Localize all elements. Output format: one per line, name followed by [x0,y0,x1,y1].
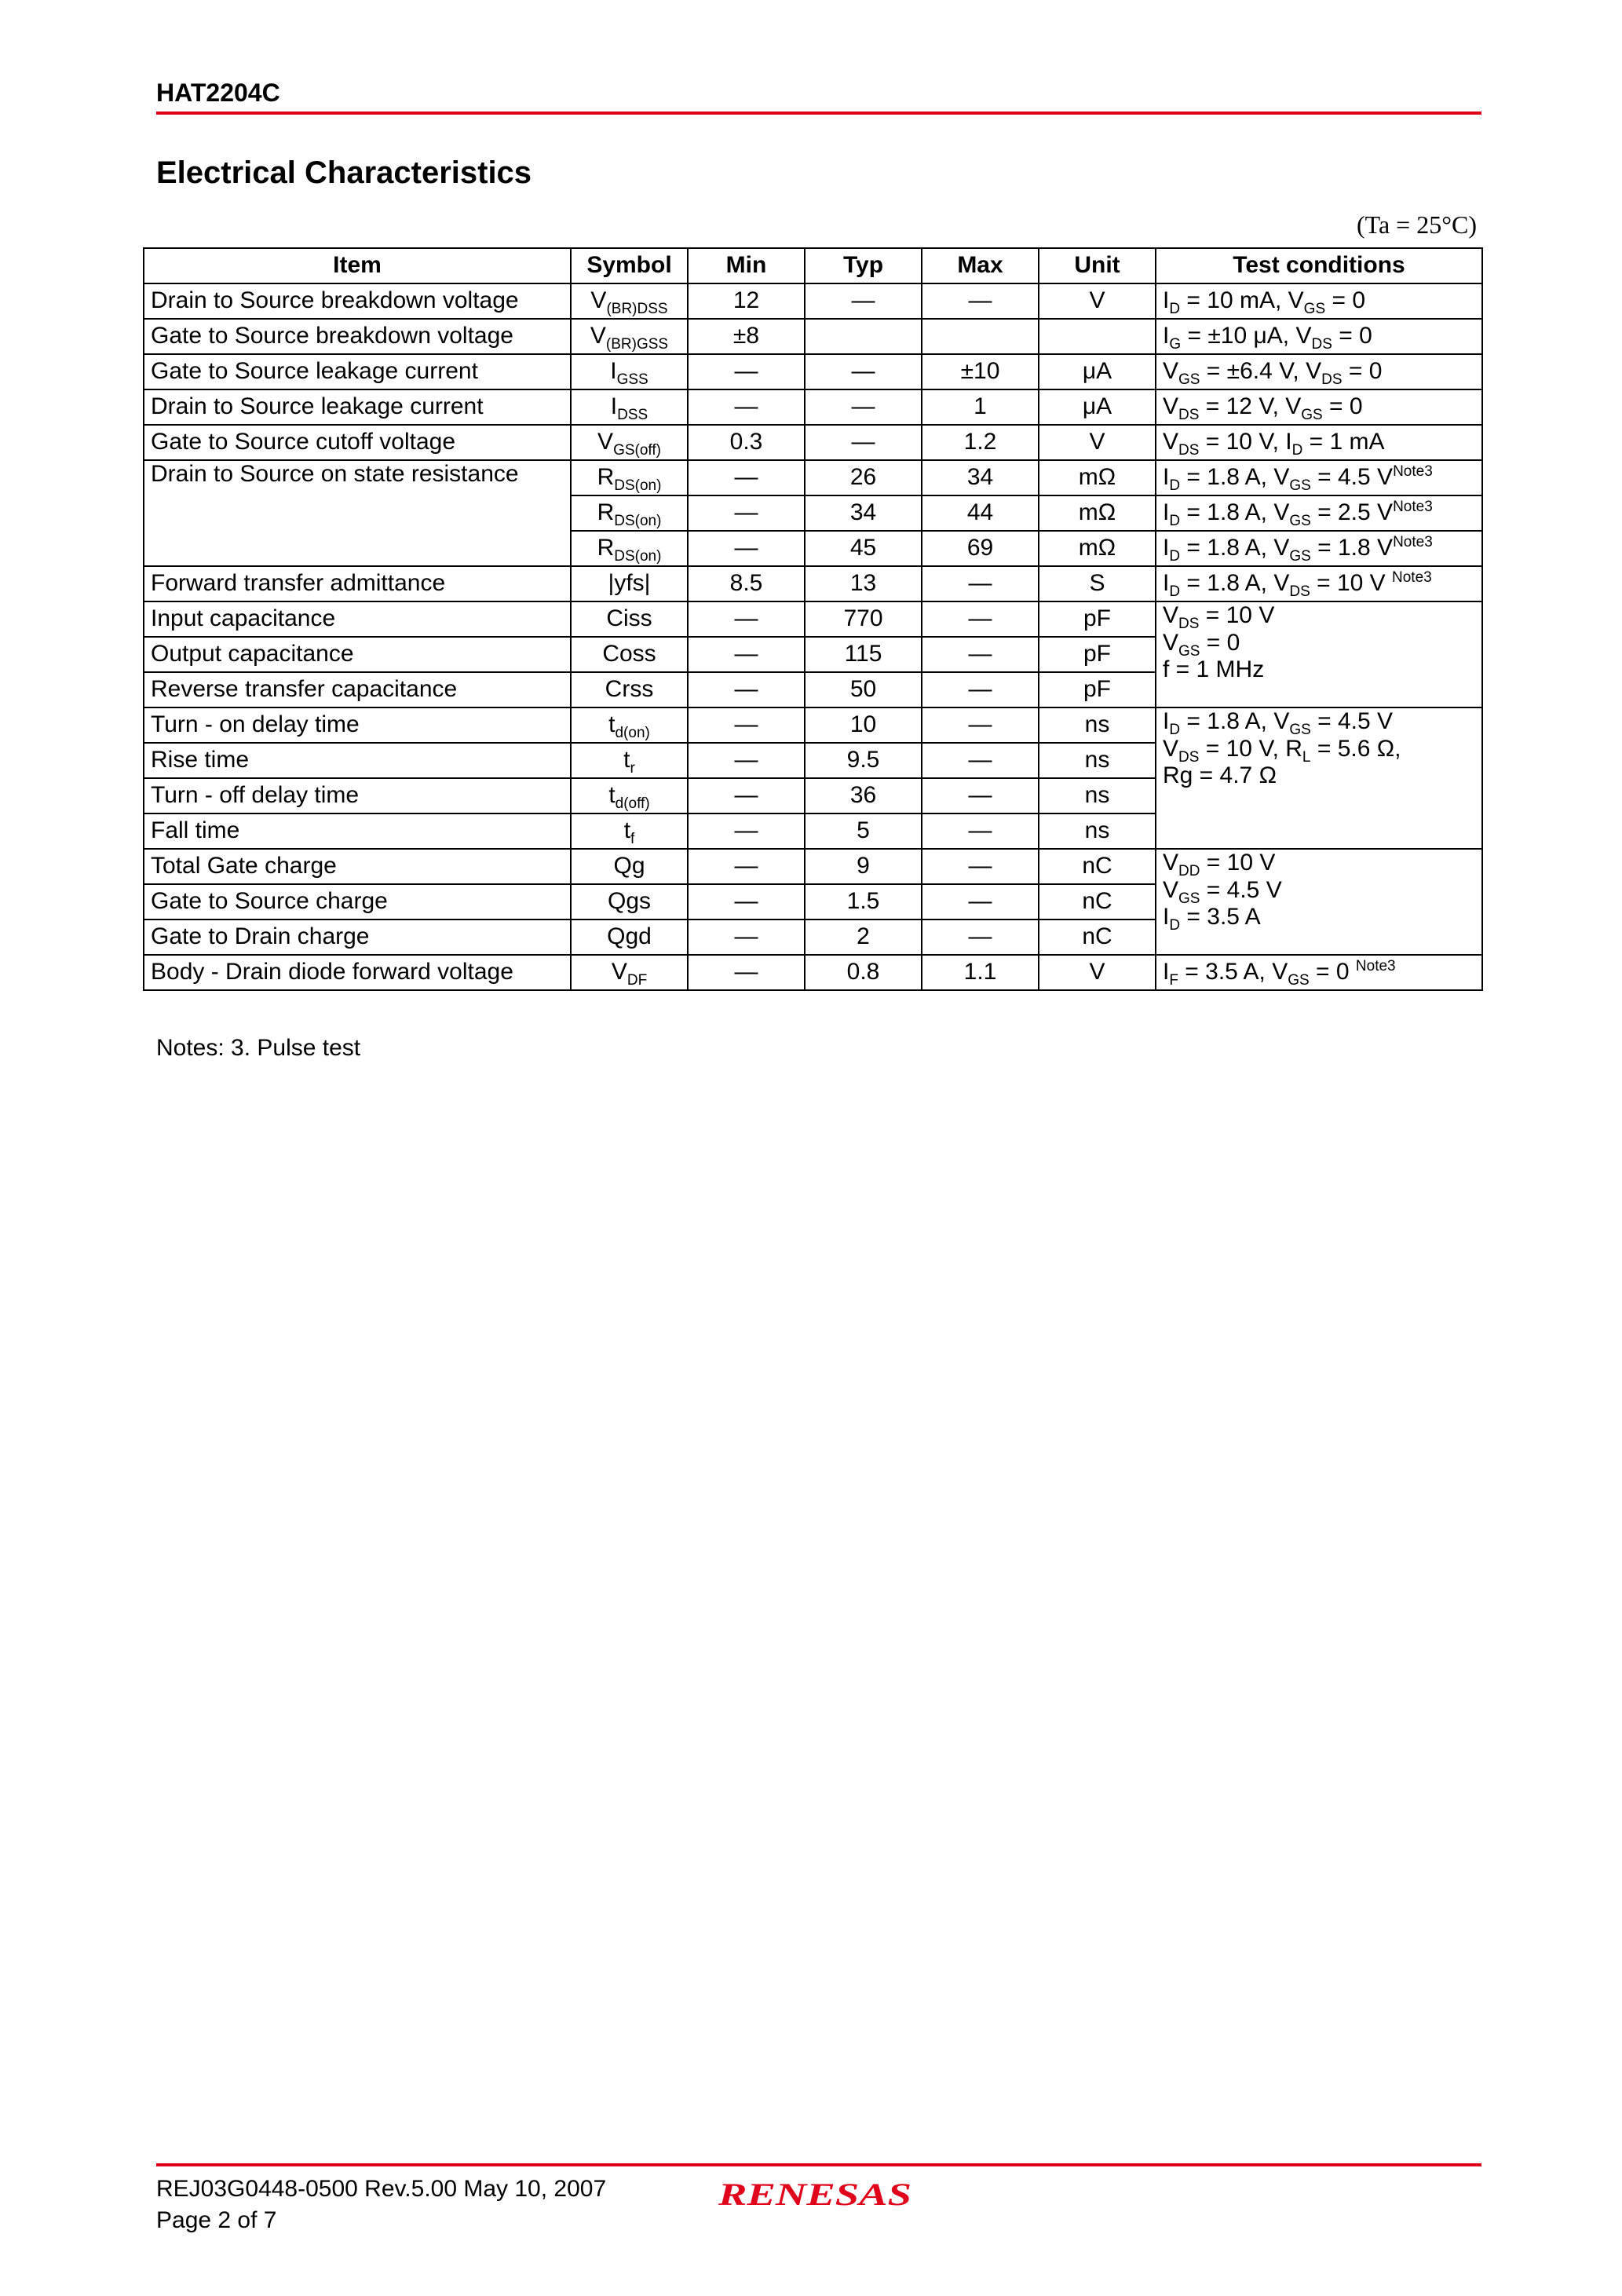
cell-typ: — [805,283,922,319]
cond-symbol: V [1295,323,1312,349]
symbol-main: t [623,747,630,773]
cell-typ: 13 [805,566,922,601]
document-part-number: HAT2204C [156,79,280,107]
cell-test-conditions [1156,283,1482,319]
footer-rule [156,2163,1481,2166]
cond-value: = 1.8 A, [1180,499,1274,526]
cond-subscript: DS [1289,583,1310,601]
cond-subscript: D [1169,513,1181,530]
cell-min: — [688,389,805,425]
symbol-subscript: DS(on) [614,513,662,530]
note-marker: Note3 [1393,534,1433,551]
cell-item: Output capacitance [144,637,571,672]
cell-max: ±10 [922,354,1039,389]
cell-item: Forward transfer admittance [144,566,571,601]
cond-subscript: GS [1289,477,1311,495]
symbol-subscript: DF [627,972,648,989]
cond-value: = ±6.4 V, [1200,358,1306,385]
cell-typ: 45 [805,531,922,566]
cell-unit: pF [1039,601,1156,637]
cond-symbol: V [1288,287,1304,314]
cond-subscript: L [1302,748,1311,766]
cond-symbol: I [1285,429,1292,455]
cell-item: Gate to Source cutoff voltage [144,425,571,460]
cell-max: 1 [922,389,1039,425]
cell-item: Gate to Source charge [144,884,571,919]
table-row [144,849,1482,884]
cell-symbol [571,672,688,707]
cond-value: = 4.5 V [1200,876,1282,903]
cond-symbol: V [1273,708,1290,734]
symbol-subscript: f [630,831,635,848]
cell-max: 1.2 [922,425,1039,460]
cell-item: Rise time [144,743,571,778]
cond-subscript: D [1169,301,1181,318]
footer [156,2174,606,2236]
cond-value: = 1.8 A, [1180,535,1274,561]
cond-subscript: GS [1301,407,1323,424]
cell-min: — [688,849,805,884]
cell-item: Drain to Source on state resistance [144,460,571,566]
cell-unit: pF [1039,637,1156,672]
cond-symbol: V [1272,959,1288,985]
cell-test-conditions [1156,425,1482,460]
cond-symbol: V [1306,358,1322,385]
cond-value: = 0 [1325,287,1365,314]
cond-symbol: V [1285,393,1302,420]
table-row [144,460,1482,495]
cell-min: — [688,955,805,990]
symbol-main: Ciss [606,605,652,632]
cell-symbol [571,495,688,531]
cell-min: ±8 [688,319,805,354]
cond-subscript: D [1169,722,1181,738]
cell-test-conditions [1156,955,1482,990]
cond-symbol: I [1163,535,1170,561]
col-header-item: Item [144,248,571,283]
cell-test-conditions-switching [1156,707,1482,849]
cell-typ: 9.5 [805,743,922,778]
cond-value: = 0 [1332,323,1372,349]
ambient-condition: (Ta = 25°C) [1356,210,1477,239]
cell-symbol [571,884,688,919]
cell-unit: ns [1039,778,1156,813]
cond-value: = 4.5 V [1310,708,1394,734]
cell-typ: 770 [805,601,922,637]
header-rule [156,112,1481,115]
symbol-main: V [590,323,606,349]
cell-min: — [688,495,805,531]
cond-value: = 0 [1322,393,1363,420]
cell-symbol [571,425,688,460]
cell-max: — [922,566,1039,601]
cell-max: — [922,884,1039,919]
cell-item: Gate to Source breakdown voltage [144,319,571,354]
cell-typ: 2 [805,919,922,955]
symbol-subscript: (BR)GSS [605,336,669,353]
condition-line [1163,877,1475,905]
symbol-subscript: GSS [616,371,648,389]
cell-item: Turn - on delay time [144,707,571,743]
footer-doc-number: REJ03G0448-0500 Rev.5.00 May 10, 2007 [156,2176,607,2202]
col-header-unit: Unit [1039,248,1156,283]
cell-typ: 36 [805,778,922,813]
symbol-main: t [608,711,616,738]
cell-max: — [922,637,1039,672]
cell-typ [805,319,922,354]
cell-symbol [571,637,688,672]
cond-value: = 12 V, [1199,393,1286,420]
cell-min: — [688,531,805,566]
cond-value: = 10 V, [1199,735,1286,762]
cond-symbol: V [1163,629,1179,656]
condition-line: Rg = 4.7 Ω [1163,762,1277,788]
cond-symbol: V [1163,429,1179,455]
cond-subscript: GS [1289,722,1311,738]
cell-unit: nC [1039,849,1156,884]
cell-unit: mΩ [1039,460,1156,495]
symbol-main: |yfs| [608,570,651,597]
symbol-main: R [597,464,615,491]
cell-symbol [571,919,688,955]
cell-item: Drain to Source breakdown voltage [144,283,571,319]
symbol-main: I [610,358,617,385]
cond-value: = ±10 μA, [1181,323,1296,349]
cell-unit: μA [1039,389,1156,425]
cond-value: = 10 V [1310,570,1393,597]
symbol-main: V [590,287,607,314]
cond-symbol: V [1163,602,1179,628]
cond-value: = 1.8 A, [1180,708,1274,734]
symbol-subscript: DS(on) [614,548,662,565]
cell-max: — [922,778,1039,813]
table-row [144,319,1482,354]
cell-unit: mΩ [1039,495,1156,531]
symbol-subscript: DS(on) [614,477,662,495]
note-marker: Note3 [1393,463,1433,481]
table-header-row [144,248,1482,283]
cell-max: — [922,707,1039,743]
condition-line [1163,708,1475,736]
col-header-typ: Typ [805,248,922,283]
cell-typ: 34 [805,495,922,531]
cell-test-conditions [1156,319,1482,354]
col-header-min: Min [688,248,805,283]
cond-subscript: DS [1321,371,1343,389]
cell-max: — [922,672,1039,707]
cond-value: = 4.5 V [1310,464,1394,491]
cell-min: 0.3 [688,425,805,460]
cell-symbol [571,601,688,637]
cell-unit: mΩ [1039,531,1156,566]
cond-subscript: D [1169,548,1181,565]
cell-min: — [688,778,805,813]
note-marker: Note3 [1355,958,1396,975]
cell-test-conditions [1156,566,1482,601]
cond-symbol: V [1163,876,1179,903]
cell-symbol [571,460,688,495]
cell-symbol [571,955,688,990]
section-title: Electrical Characteristics [156,155,532,190]
cell-test-conditions-gate-charge [1156,849,1482,955]
cell-max: — [922,743,1039,778]
cond-subscript: GS [1303,301,1326,318]
cond-value: = 10 V [1199,602,1275,628]
cell-min: — [688,354,805,389]
col-header-test-conditions: Test conditions [1156,248,1482,283]
table-row [144,354,1482,389]
cond-symbol: I [1163,499,1170,526]
symbol-subscript: d(off) [615,795,650,813]
cell-unit: V [1039,425,1156,460]
renesas-logo [717,2175,913,2210]
cell-min: — [688,884,805,919]
cell-max: — [922,813,1039,849]
cell-max: 34 [922,460,1039,495]
cell-item: Body - Drain diode forward voltage [144,955,571,990]
cell-test-conditions [1156,389,1482,425]
symbol-main: Qgs [607,888,652,915]
cell-item: Total Gate charge [144,849,571,884]
cell-min: 8.5 [688,566,805,601]
cell-symbol [571,849,688,884]
cond-subscript: D [1291,442,1303,459]
cond-value: = 0 [1200,629,1240,656]
renesas-logo-text: RENESAS [717,2177,911,2210]
cell-test-conditions-capacitance [1156,601,1482,707]
symbol-main: t [608,782,616,809]
cell-unit: S [1039,566,1156,601]
table-row [144,283,1482,319]
cell-unit: V [1039,955,1156,990]
symbol-main: Qgd [607,923,652,950]
cond-symbol: V [1273,570,1290,597]
cell-symbol [571,778,688,813]
cell-min: — [688,707,805,743]
cell-max: — [922,919,1039,955]
cell-min: — [688,743,805,778]
cell-min: — [688,601,805,637]
cell-item: Gate to Drain charge [144,919,571,955]
cond-value: = 1.8 A, [1180,570,1274,597]
cell-max: — [922,283,1039,319]
cell-unit: pF [1039,672,1156,707]
cond-symbol: I [1163,708,1170,734]
symbol-main: R [597,535,615,561]
footer-page-number: Page 2 of 7 [156,2207,277,2233]
cond-symbol: R [1285,735,1302,762]
cell-symbol [571,566,688,601]
condition-line [1163,850,1475,877]
cond-symbol: I [1163,323,1170,349]
cond-subscript: G [1169,336,1182,353]
condition-line [1163,904,1475,934]
symbol-main: V [611,959,627,985]
table-row [144,601,1482,637]
cell-min: — [688,672,805,707]
condition-line [1163,735,1475,766]
cell-typ: 9 [805,849,922,884]
cond-subscript: GS [1288,972,1310,989]
cell-test-conditions [1156,354,1482,389]
cell-symbol [571,531,688,566]
cond-value: = 3.5 A, [1178,959,1273,985]
cell-symbol [571,743,688,778]
cond-subscript: GS [1289,513,1311,530]
cond-value: = 2.5 V [1310,499,1394,526]
cond-subscript: DS [1311,336,1332,353]
cell-item: Fall time [144,813,571,849]
cond-symbol: V [1163,358,1179,385]
symbol-main: t [623,817,631,844]
condition-line: f = 1 MHz [1163,656,1265,682]
table-row [144,389,1482,425]
electrical-characteristics-table [143,247,1483,991]
symbol-subscript: DSS [617,407,648,424]
cell-typ: — [805,425,922,460]
cond-symbol: I [1163,904,1170,930]
symbol-main: I [610,393,618,420]
cond-subscript: GS [1178,371,1200,389]
cell-item: Input capacitance [144,601,571,637]
cond-symbol: V [1273,535,1290,561]
cell-min: — [688,813,805,849]
cell-typ: 115 [805,637,922,672]
cell-typ: 1.5 [805,884,922,919]
cond-value: = 10 V [1200,850,1276,876]
cell-unit [1039,319,1156,354]
cell-item: Gate to Source leakage current [144,354,571,389]
cell-min: — [688,460,805,495]
cond-subscript: GS [1289,548,1311,565]
cell-typ: 5 [805,813,922,849]
cell-unit: V [1039,283,1156,319]
cell-max: — [922,601,1039,637]
notes: Notes: 3. Pulse test [156,1035,361,1061]
cell-unit: ns [1039,743,1156,778]
symbol-subscript: GS(off) [613,442,661,459]
cell-typ: — [805,354,922,389]
cell-symbol [571,389,688,425]
cond-value: = 10 mA, [1180,287,1288,314]
cond-symbol: V [1163,393,1179,420]
cell-typ: 10 [805,707,922,743]
symbol-subscript: (BR)DSS [606,301,668,318]
note-marker: Note3 [1393,499,1433,516]
cell-test-conditions [1156,460,1482,495]
cond-subscript: DS [1178,442,1200,459]
cell-item: Turn - off delay time [144,778,571,813]
cond-subscript: F [1169,972,1178,989]
col-header-max: Max [922,248,1039,283]
condition-line [1163,629,1475,660]
cell-typ: 50 [805,672,922,707]
cell-min: — [688,919,805,955]
cell-max: 1.1 [922,955,1039,990]
cell-symbol [571,813,688,849]
cond-value: = 1.8 V [1310,535,1394,561]
cell-test-conditions [1156,495,1482,531]
cond-symbol: I [1163,287,1170,314]
symbol-main: R [597,499,615,526]
cond-value: = 5.6 Ω, [1310,735,1401,762]
cell-unit: μA [1039,354,1156,389]
cond-subscript: GS [1178,890,1200,907]
cell-symbol [571,354,688,389]
cond-subscript: DS [1178,748,1200,766]
cond-value: = 1.8 A, [1180,464,1274,491]
cond-symbol: V [1163,735,1179,762]
cond-subscript: DS [1178,407,1200,424]
cond-symbol: V [1273,499,1290,526]
cell-typ: — [805,389,922,425]
cond-value: = 1 mA [1302,429,1385,455]
cond-value: = 0 [1309,959,1356,985]
cond-subscript: GS [1178,642,1200,660]
cell-min: 12 [688,283,805,319]
cell-unit: ns [1039,813,1156,849]
cond-symbol: I [1163,959,1170,985]
symbol-main: Qg [613,853,645,879]
cond-symbol: I [1163,570,1170,597]
cell-max [922,319,1039,354]
table-row [144,707,1482,743]
cell-unit: ns [1039,707,1156,743]
symbol-subscript: r [630,760,635,777]
col-header-symbol: Symbol [571,248,688,283]
cond-subscript: D [1169,583,1181,601]
cell-typ: 0.8 [805,955,922,990]
symbol-main: Coss [602,641,656,667]
cond-subscript: D [1169,917,1181,934]
cell-max: — [922,849,1039,884]
symbol-subscript: d(on) [615,725,650,742]
cond-symbol: V [1163,850,1179,876]
cell-item: Reverse transfer capacitance [144,672,571,707]
cond-subscript: D [1169,477,1181,495]
cell-symbol [571,283,688,319]
cell-typ: 26 [805,460,922,495]
table-row [144,566,1482,601]
cell-item: Drain to Source leakage current [144,389,571,425]
table-row [144,955,1482,990]
note-marker: Note3 [1392,569,1432,587]
cell-symbol [571,707,688,743]
condition-line [1163,602,1475,630]
cond-value: = 0 [1342,358,1383,385]
cell-max: 44 [922,495,1039,531]
table-row [144,425,1482,460]
cond-subscript: DS [1178,616,1200,632]
cond-symbol: I [1163,464,1170,491]
cell-unit: nC [1039,884,1156,919]
cond-value: = 10 V, [1199,429,1286,455]
cell-min: — [688,637,805,672]
cond-symbol: V [1273,464,1290,491]
symbol-main: Crss [605,676,654,703]
symbol-main: V [597,429,614,455]
cell-unit: nC [1039,919,1156,955]
cell-test-conditions [1156,531,1482,566]
cell-symbol [571,319,688,354]
cond-value: = 3.5 A [1180,904,1261,930]
cond-subscript: DD [1178,863,1200,879]
cell-max: 69 [922,531,1039,566]
